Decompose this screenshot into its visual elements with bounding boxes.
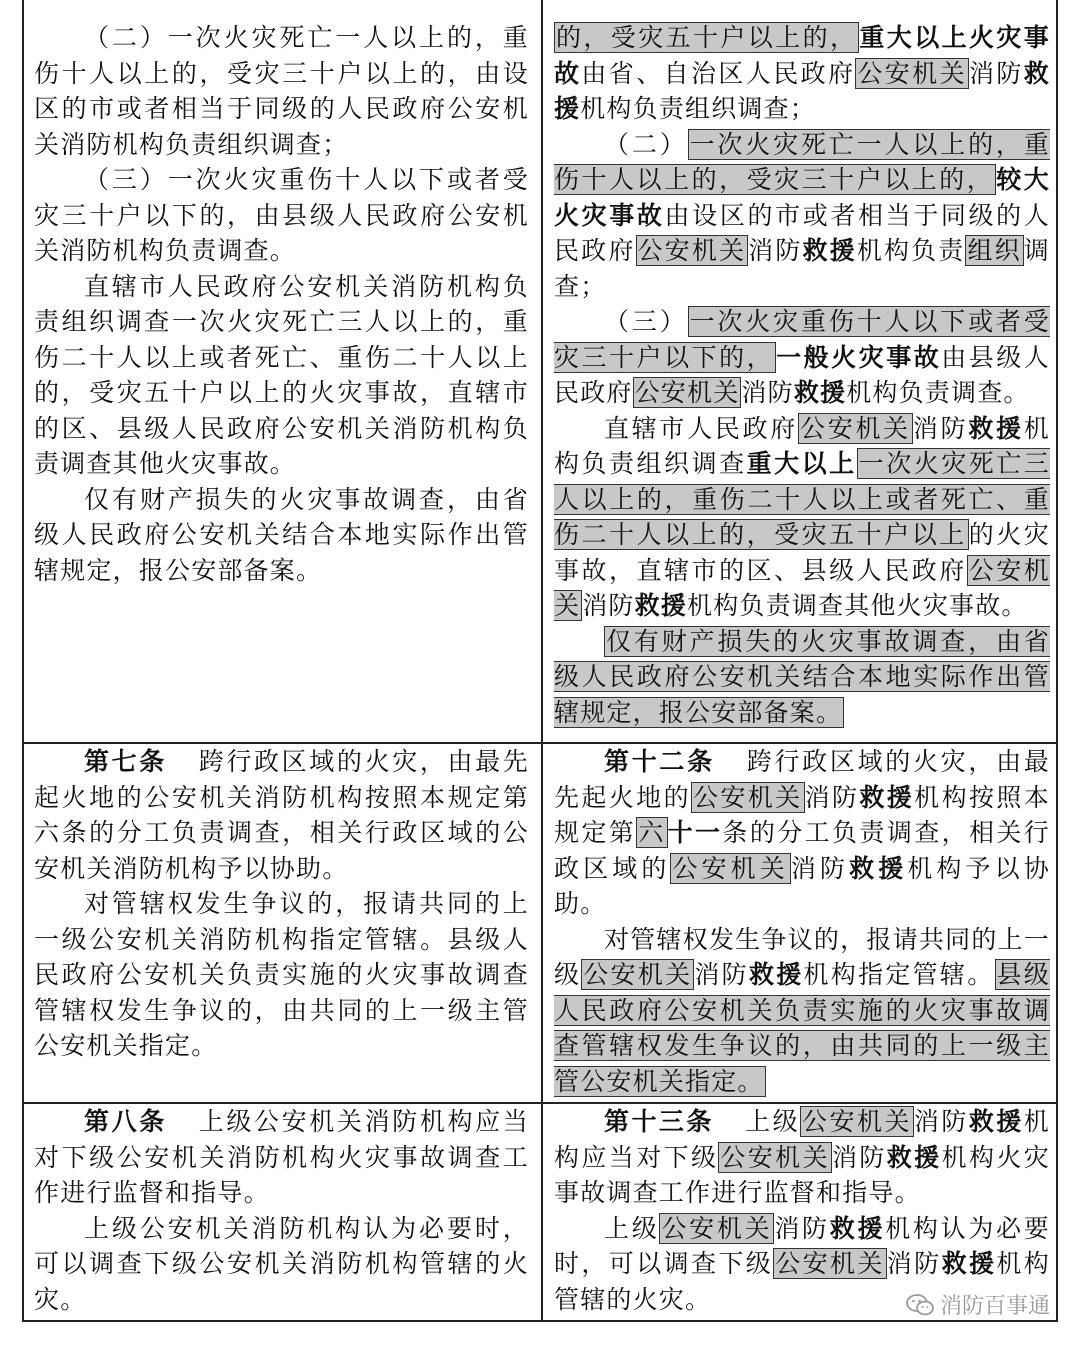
text: 机构认为必要时，可以调查下级 (554, 1213, 1050, 1278)
text: 消防 (913, 1107, 969, 1136)
left-row3-para1 (34, 1104, 529, 1211)
left-row1-para3: 直辖市人民政府公安机关消防机构负责组织调查一次火灾死亡三人以上的，重伤二十人以上或者死亡、重伤二十人以上的，受灾五十户以上的火灾事故，直辖市的区、县级人民政府公安机关消防机构负责调查其他火灾事故。 (34, 271, 529, 478)
right-row1-para4 (554, 624, 1050, 731)
right-row1-cell (554, 20, 1050, 730)
highlight-deleted: 公安机关 (857, 58, 967, 88)
text: 调查； (554, 236, 1050, 301)
text: 直辖市人民政府 (604, 413, 799, 443)
added-text: 较大火灾事故 (554, 165, 1050, 230)
added-text: 救援 (968, 1107, 1024, 1136)
right-row2-para1 (554, 744, 1050, 922)
highlight-deleted: 仅有财产损失的火灾事故调查，由省级人民政府公安机关结合本地实际作出管辖规定，报公安部备案。 (554, 626, 1050, 727)
right-row1-para3 (554, 411, 1050, 624)
text: 的火灾事故，直辖市的区、县级人民政府 (554, 520, 1050, 585)
right-row3-para1 (554, 1104, 1050, 1211)
highlight-deleted: 的，受灾五十户以上的， (556, 23, 858, 52)
added-text: 救援 (968, 413, 1024, 443)
added-text: 救援 (829, 1213, 886, 1243)
added-text: 救援 (859, 782, 915, 812)
watermark-text: 消防百事通 (939, 1294, 1050, 1319)
text: 上级公安机关消防机构应当对下级公安机关消防机构火灾事故调查工作进行监督和指导。 (34, 1107, 529, 1207)
left-row1-cell (34, 20, 529, 588)
left-row1-para2: （三）一次火灾重伤十人以下或者受灾三十户以下的，由县级人民政府公安机关消防机构负责调查。 (34, 165, 529, 265)
text: 机构负责组织调查 (554, 413, 1050, 478)
highlight-deleted: 六 (638, 818, 666, 847)
text: 跨行政区域的火灾，由最先起火地的公安机关消防机构按照本规定第六条的分工负责调查，相关行政区域的公安机关消防机构予以协助。 (34, 747, 529, 883)
left-row1-para4: 仅有财产损失的火灾事故调查，由省级人民政府公安机关结合本地实际作出管辖规定，报公安部备案。 (34, 484, 529, 585)
right-row2-cell (554, 744, 1050, 1099)
highlight-deleted: 公安机关 (800, 413, 911, 443)
highlight-deleted: 组织 (967, 236, 1022, 265)
article-heading: 第十三条 (604, 1107, 714, 1136)
added-text: 救援 (886, 1142, 942, 1172)
article-heading: 第七条 (84, 747, 167, 776)
added-text: 救援 (748, 960, 804, 989)
text: 机构负责调查。 (846, 378, 1030, 407)
text: （二） (604, 129, 688, 159)
text: （三） (604, 307, 688, 336)
right-row3-cell (554, 1104, 1050, 1317)
text: 消防 (774, 1213, 830, 1243)
highlight-deleted: 公安机关 (720, 1142, 830, 1172)
text: 机构负责 (856, 236, 966, 265)
added-text: 重大以上 (746, 449, 857, 478)
highlight-deleted: 公安机关 (775, 1249, 885, 1278)
text: 机构应当对下级 (554, 1107, 1050, 1172)
text: 跨行政区域的火灾，由最先起火地的 (554, 747, 1050, 812)
highlight-deleted: 公安机关 (554, 555, 1050, 620)
right-row1-para2 (554, 304, 1050, 411)
text: 消防 (968, 58, 1024, 88)
highlight-deleted: 公安机关 (672, 853, 789, 883)
highlight-deleted: 公安机关 (802, 1107, 912, 1136)
highlight-deleted: 县级人民政府公安机关负责实施的火灾事故调查管辖权发生争议的，由共同的上一级主管公安机关指定。 (554, 960, 1050, 1096)
text: 机构负责调查其他火灾事故。 (687, 591, 1028, 620)
text: 由省、自治区人民政府 (581, 58, 856, 88)
article-heading: 第十二条 (604, 747, 715, 776)
highlight-deleted: 公安机关 (634, 378, 740, 407)
text: 消防 (582, 591, 635, 620)
text: 消防 (694, 960, 749, 989)
text: 由设区的市或者相当于同级的人民政府 (554, 200, 1050, 265)
text: 消防 (831, 1142, 887, 1172)
text: 消防 (912, 413, 969, 443)
text: 消防 (741, 378, 794, 407)
added-text: 救援 (802, 236, 857, 265)
text: 机构予以协助。 (554, 853, 1050, 918)
comparison-table (22, 0, 1058, 1322)
right-row2-para2 (554, 922, 1050, 1100)
added-text: 救援 (849, 853, 908, 883)
added-text: 十一 (667, 818, 723, 847)
right-row1-para1 (554, 127, 1050, 305)
text: 条的分工负责调查，相关行政区域的 (554, 818, 1051, 883)
added-text: 救援 (554, 58, 1050, 123)
wechat-icon (906, 1293, 934, 1317)
watermark (906, 1289, 1050, 1320)
text: 机构指定管辖。 (803, 960, 995, 989)
highlight-deleted: 公安机关 (661, 1213, 773, 1243)
text: 上级 (745, 1107, 801, 1136)
article-heading: 第八条 (84, 1107, 167, 1136)
added-text: 救援 (793, 378, 847, 407)
text: 对管辖权发生争议的，报请共同的上一级 (554, 924, 1050, 989)
added-text: 救援 (634, 591, 688, 620)
highlight-deleted: 公安机关 (637, 236, 747, 265)
left-row2-para2: 对管辖权发生争议的，报请共同的上一级公安机关消防机构指定管辖。县级人民政府公安机关负责实施的火灾事故调查管辖权发生争议的，由共同的上一级主管公安机关指定。 (34, 889, 529, 1060)
added-text: 一般火灾事故 (776, 342, 942, 372)
left-row3-para2: 上级公安机关消防机构认为必要时，可以调查下级公安机关消防机构管辖的火灾。 (34, 1213, 529, 1314)
highlight-deleted: 公安机关 (583, 960, 693, 989)
left-row3-cell (34, 1104, 529, 1317)
right-row1-para0 (554, 20, 1050, 127)
text: 机构管辖的火灾。 (554, 1249, 1050, 1314)
text: 机构按照本规定第 (554, 782, 1050, 847)
added-text: 救援 (941, 1249, 997, 1278)
text: 消防 (804, 782, 860, 812)
left-row2-cell (34, 744, 529, 1064)
text: 机构火灾事故调查工作进行监督和指导。 (554, 1142, 1050, 1207)
text: 由县级人民政府 (554, 342, 1050, 407)
left-row2-para1 (34, 744, 529, 886)
text: 消防 (748, 236, 803, 265)
column-divider (541, 0, 543, 1320)
left-row1-para1: （二）一次火灾死亡一人以上的，重伤十人以上的，受灾三十户以上的，由设区的市或者相当于同级的人民政府公安机关消防机构负责组织调查； (34, 23, 529, 159)
text: 机构负责组织调查； (580, 94, 817, 123)
text: 上级 (604, 1213, 660, 1243)
text: 消防 (886, 1249, 942, 1278)
highlight-deleted: 一次火灾死亡三人以上的，重伤二十人以上或者死亡、重伤二十人以上的，受灾五十户以上 (554, 449, 1051, 549)
highlight-deleted: 一次火灾重伤十人以下或者受灾三十户以下的， (554, 307, 1050, 372)
highlight-deleted: 一次火灾死亡一人以上的，重伤十人以上的，受灾三十户以上的， (554, 129, 1050, 194)
added-text: 重大以上火灾事故 (554, 23, 1051, 88)
text: 消防 (790, 853, 850, 883)
highlight-deleted: 公安机关 (692, 782, 803, 812)
